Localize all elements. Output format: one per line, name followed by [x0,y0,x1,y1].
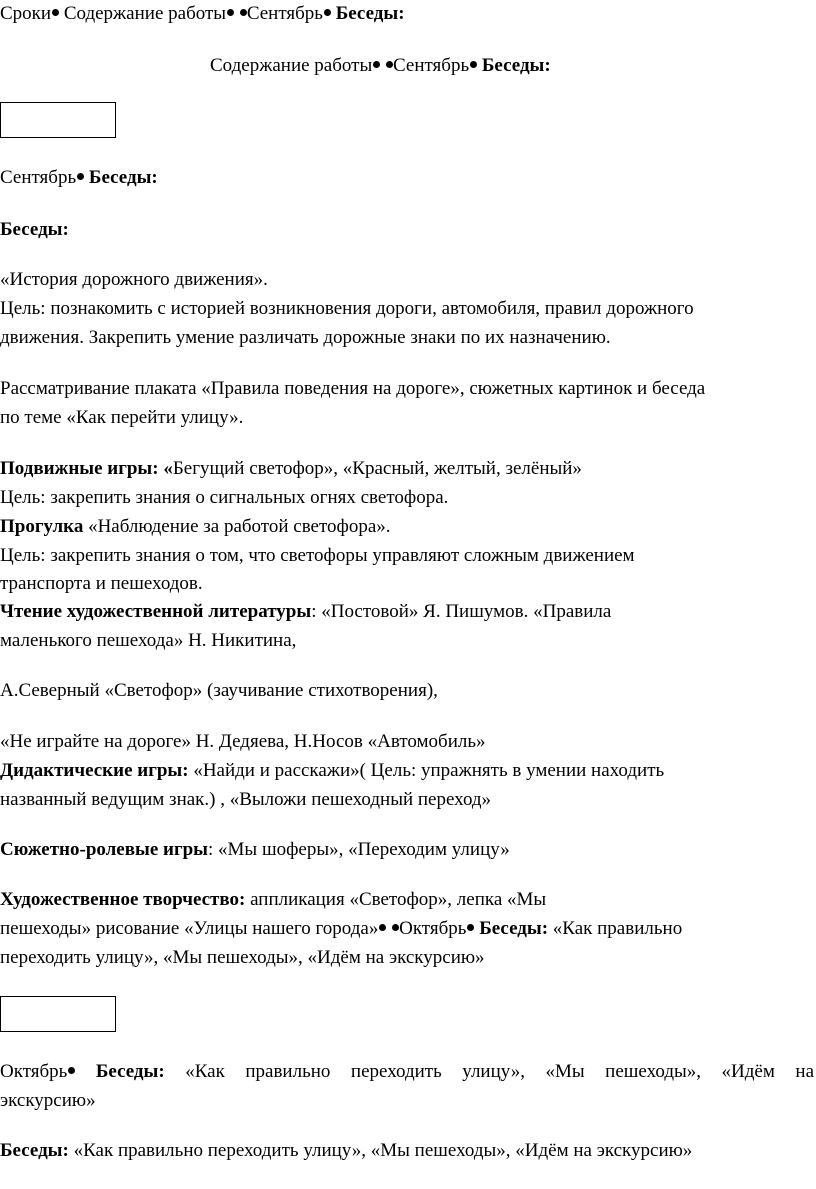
center-month: Сентябрь [392,55,470,76]
didactic-label: Дидактические игры: [0,760,189,781]
bullet-icon [324,9,331,16]
empty-box [0,996,116,1032]
games-text: Бегущий светофор», «Красный, желтый, зелёный» [172,458,582,479]
heading-besedy-text: Беседы: [0,219,69,240]
oct-month: Октябрь [0,1061,68,1082]
walk-line [0,513,391,541]
header-besedy: Беседы: [335,3,405,24]
paragraph-line: Рассматривание плаката «Правила поведения на дороге», сюжетных картинок и беседа [0,378,706,399]
paragraph-line: транспорта и пешеходов. [0,573,203,594]
art2-text: пешеходы» рисование «Улицы нашего города» [0,918,379,939]
paragraph-line: маленького пешехода» Н. Никитина, [0,630,297,651]
reading-line [0,598,611,626]
paragraph-line: «История дорожного движения». [0,269,268,290]
paragraph-line: «Не играйте на дороге» Н. Дедяева, Н.Носов «Автомобиль» [0,731,486,752]
art2-tail: «Как правильно [548,918,683,939]
paragraph-line: движения. Закрепить умение различать дорожные знаки по их назначению. [0,327,611,348]
center-content: Содержание работы [210,55,373,76]
games-line [0,455,582,483]
header-sroki: Сроки [0,3,52,24]
paragraph-line: Цель: закрепить знания о том, что светофоры управляют сложным движением [0,545,635,566]
header-line [0,0,405,28]
art2-month: Октябрь [399,918,467,939]
header-content: Содержание работы [59,3,227,24]
roleplay-line [0,836,510,864]
oct-besedy: Беседы: [95,1061,165,1082]
roleplay-text: : «Мы шоферы», «Переходим улицу» [208,839,510,860]
center-line [210,52,551,80]
bullet-icon [68,1067,75,1074]
header-month: Сентябрь [246,3,323,24]
bullet-icon [467,924,474,931]
didactic-text: «Найди и расскажи»( Цель: упражнять в умении находить [188,760,665,781]
reading-text: : «Постовой» Я. Пишумов. «Правила [311,601,612,622]
art-label: Художественное творчество: [0,889,246,910]
paragraph-line: названный ведущим знак.) , «Выложи пешеходный переход» [0,789,492,810]
roleplay-label: Сюжетно-ролевые игры [0,839,208,860]
sep-month: Сентябрь [0,167,77,188]
sep-line [0,164,158,192]
didactic-line [0,757,664,785]
art-text: аппликация «Светофор», лепка «Мы [245,889,547,910]
last-text: «Как правильно переходить улицу», «Мы пешеходы», «Идём на экскурсию» [68,1140,693,1161]
oct-text: «Как правильно переходить улицу», «Мы пешеходы», «Идём на [164,1061,815,1082]
paragraph-line: А.Северный «Светофор» (заучивание стихотворения), [0,680,438,701]
empty-box [0,102,116,138]
paragraph-line: по теме «Как перейти улицу». [0,407,244,428]
heading-besedy [0,216,69,244]
paragraph-line: экскурсию» [0,1090,96,1111]
center-besedy: Беседы: [481,55,551,76]
bullet-icon [386,61,393,68]
art2-besedy: Беседы: [479,918,549,939]
bullet-icon [379,924,386,931]
sep-besedy: Беседы: [88,167,158,188]
bullet-icon [227,9,234,16]
paragraph-line: переходить улицу», «Мы пешеходы», «Идём на экскурсию» [0,947,485,968]
art-line [0,886,546,914]
reading-label: Чтение художественной литературы [0,601,312,622]
walk-text: «Наблюдение за работой светофора». [83,516,391,537]
bullet-icon [373,61,380,68]
art2-line [0,915,682,943]
walk-label: Прогулка [0,516,84,537]
bullet-icon [470,61,477,68]
games-label: Подвижные игры: « [0,458,173,479]
last-label: Беседы: [0,1140,69,1161]
paragraph-line: Цель: познакомить с историей возникновения дороги, автомобиля, правил дорожного [0,298,694,319]
oct-line [0,1058,814,1086]
last-line [0,1137,692,1165]
bullet-icon [77,173,84,180]
bullet-icon [240,9,247,16]
paragraph-line: Цель: закрепить знания о сигнальных огнях светофора. [0,487,449,508]
